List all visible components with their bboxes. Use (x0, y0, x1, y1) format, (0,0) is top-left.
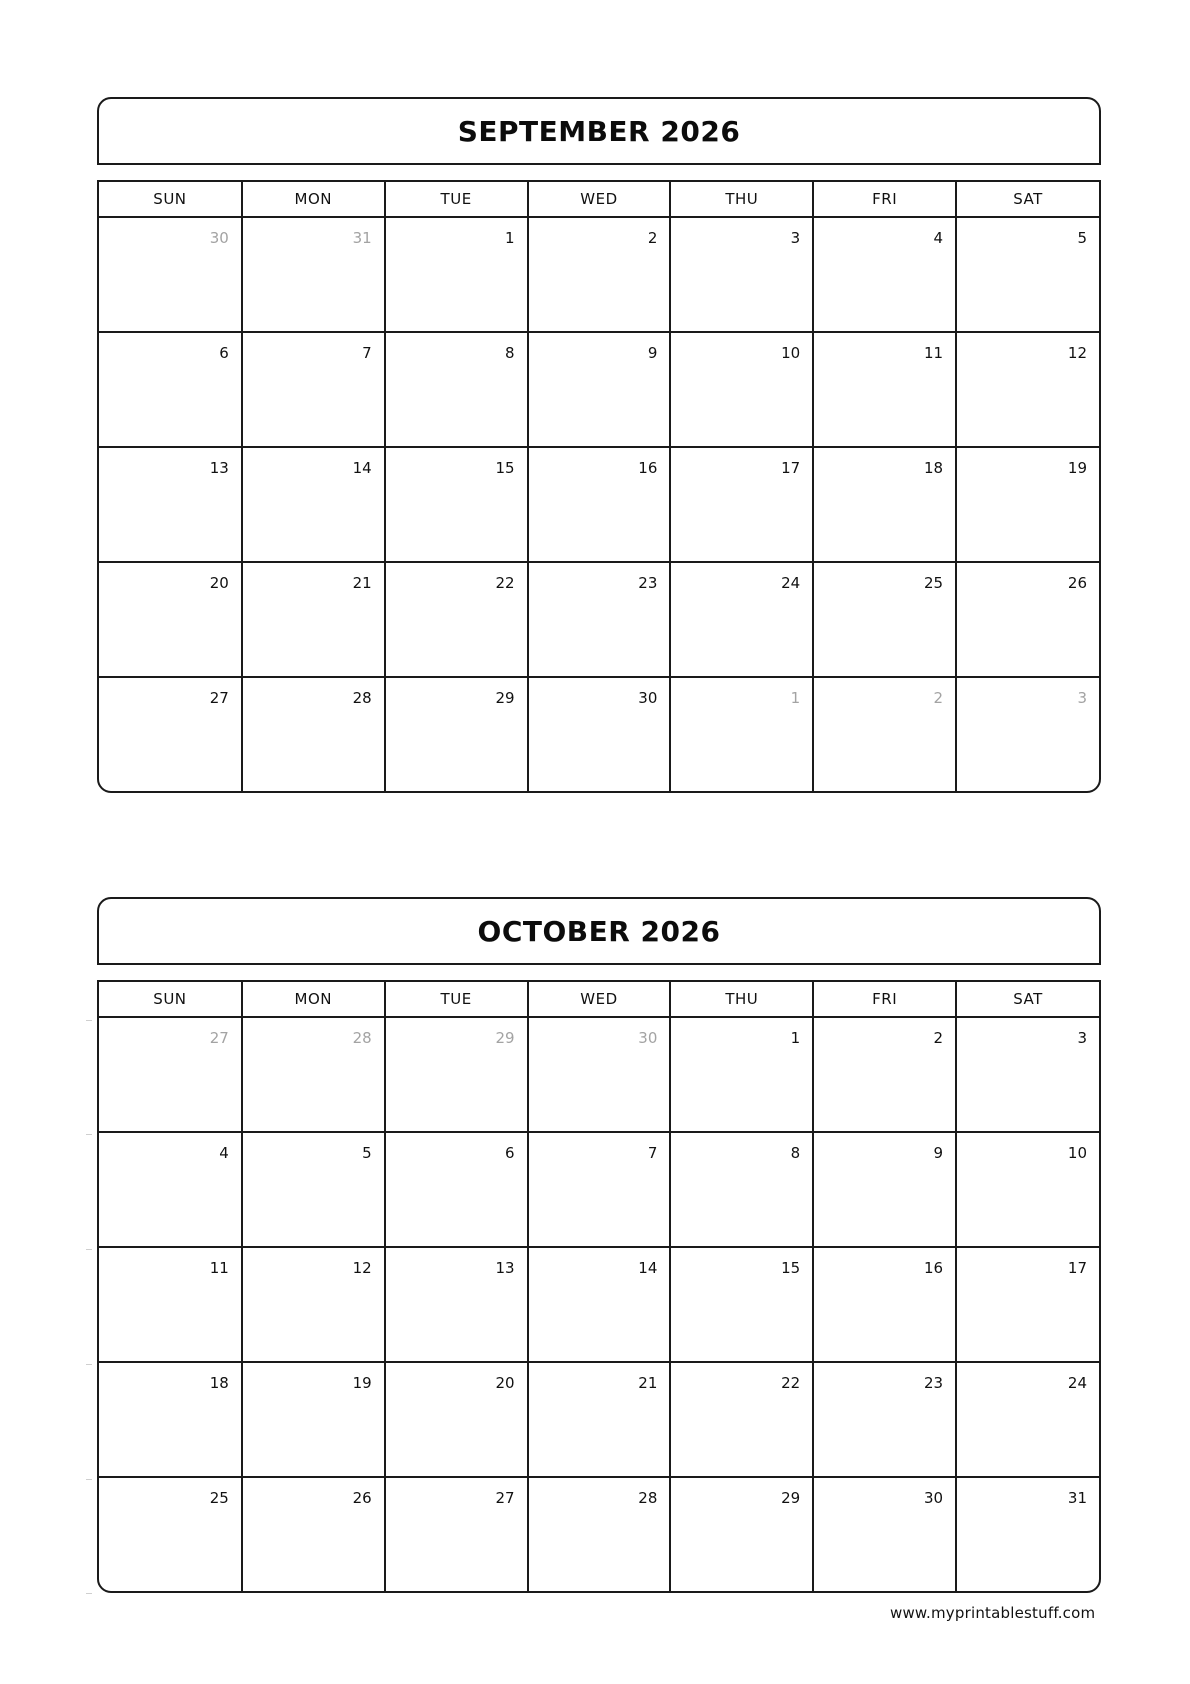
day-cell (528, 332, 671, 447)
day-cell (956, 447, 1099, 562)
margin-tick (86, 1249, 92, 1250)
day-cell (813, 1477, 956, 1591)
weekday-label: WED (528, 982, 671, 1017)
weekday-header-row (99, 182, 1099, 217)
day-number: 19 (1067, 459, 1087, 477)
margin-tick (86, 1364, 92, 1365)
day-cell (385, 217, 528, 332)
day-cell (528, 677, 671, 791)
day-cell (242, 1132, 385, 1247)
day-cell (813, 1132, 956, 1247)
margin-tick (86, 1593, 92, 1594)
day-cell (528, 1247, 671, 1362)
day-cell (956, 332, 1099, 447)
week-row (99, 562, 1099, 677)
week-row (99, 1017, 1099, 1132)
day-number: 27 (495, 1489, 515, 1507)
day-number: 3 (1077, 1029, 1087, 1047)
day-cell (528, 1132, 671, 1247)
day-cell (242, 1477, 385, 1591)
day-number: 29 (495, 1029, 515, 1047)
day-number: 22 (781, 1374, 801, 1392)
week-row (99, 1362, 1099, 1477)
day-number: 18 (923, 459, 944, 477)
day-number: 19 (352, 1374, 372, 1392)
weekday-label: FRI (813, 982, 956, 1017)
day-cell-other-month (242, 1017, 385, 1132)
day-cell (670, 1362, 813, 1477)
day-cell (99, 1247, 242, 1362)
day-cell (813, 447, 956, 562)
day-number: 15 (495, 459, 515, 477)
day-number: 23 (923, 1374, 944, 1392)
week-row (99, 1477, 1099, 1591)
week-row (99, 677, 1099, 791)
day-cell (670, 217, 813, 332)
day-number: 30 (209, 229, 229, 247)
day-cell (528, 447, 671, 562)
day-cell (670, 562, 813, 677)
day-cell (956, 562, 1099, 677)
calendar-september (97, 97, 1101, 793)
day-number: 2 (933, 1029, 944, 1047)
day-number: 25 (209, 1489, 229, 1507)
weekday-label: THU (670, 982, 813, 1017)
day-cell (242, 332, 385, 447)
day-number: 2 (933, 689, 944, 707)
margin-tick (86, 1020, 92, 1021)
weekday-header-row (99, 982, 1099, 1017)
day-number: 27 (209, 1029, 229, 1047)
weekday-label: WED (528, 182, 671, 217)
day-cell-other-month (813, 677, 956, 791)
day-cell (956, 1132, 1099, 1247)
day-number: 30 (923, 1489, 944, 1507)
day-cell (242, 447, 385, 562)
day-number: 24 (1067, 1374, 1087, 1392)
month-grid (97, 980, 1101, 1593)
day-cell (385, 677, 528, 791)
day-cell-other-month (670, 677, 813, 791)
week-row (99, 332, 1099, 447)
month-title: OCTOBER 2026 (477, 914, 721, 948)
day-cell (956, 217, 1099, 332)
day-number: 7 (647, 1144, 658, 1162)
day-cell-other-month (956, 677, 1099, 791)
weekday-label: FRI (813, 182, 956, 217)
day-number: 12 (352, 1259, 372, 1277)
month-header (97, 897, 1101, 965)
day-cell (813, 332, 956, 447)
month-title: SEPTEMBER 2026 (457, 114, 741, 148)
day-number: 29 (495, 689, 515, 707)
day-number: 3 (790, 229, 801, 247)
day-cell-other-month (385, 1017, 528, 1132)
week-row (99, 447, 1099, 562)
day-cell (242, 677, 385, 791)
day-cell (385, 1247, 528, 1362)
week-row (99, 1247, 1099, 1362)
day-cell (528, 217, 671, 332)
day-number: 8 (790, 1144, 801, 1162)
day-number: 10 (1067, 1144, 1087, 1162)
day-number: 17 (1067, 1259, 1087, 1277)
month-header (97, 97, 1101, 165)
day-cell (528, 1362, 671, 1477)
day-cell (670, 332, 813, 447)
day-number: 1 (790, 1029, 801, 1047)
day-cell (956, 1247, 1099, 1362)
day-cell (385, 447, 528, 562)
day-cell (99, 1477, 242, 1591)
day-cell (813, 1362, 956, 1477)
day-number: 30 (638, 1029, 658, 1047)
day-number: 9 (647, 344, 658, 362)
day-number: 11 (209, 1259, 229, 1277)
day-number: 31 (1067, 1489, 1087, 1507)
day-cell (670, 1017, 813, 1132)
day-cell (385, 562, 528, 677)
week-row (99, 217, 1099, 332)
day-number: 29 (781, 1489, 801, 1507)
day-number: 7 (362, 344, 372, 362)
day-number: 14 (352, 459, 372, 477)
day-number: 5 (362, 1144, 372, 1162)
day-cell (528, 562, 671, 677)
day-number: 27 (209, 689, 229, 707)
day-number: 5 (1077, 229, 1087, 247)
day-cell-other-month (242, 217, 385, 332)
day-cell-other-month (528, 1017, 671, 1132)
day-cell (813, 562, 956, 677)
day-number: 6 (219, 344, 229, 362)
day-number: 2 (647, 229, 658, 247)
day-number: 28 (352, 689, 372, 707)
day-number: 10 (781, 344, 801, 362)
day-cell (670, 447, 813, 562)
weekday-label: SAT (956, 182, 1099, 217)
day-cell-other-month (99, 1017, 242, 1132)
day-cell (670, 1132, 813, 1247)
weekday-label: MON (242, 982, 385, 1017)
day-number: 11 (923, 344, 944, 362)
day-cell (242, 1247, 385, 1362)
day-cell (528, 1477, 671, 1591)
day-cell (956, 1477, 1099, 1591)
day-cell (385, 332, 528, 447)
day-cell (670, 1247, 813, 1362)
day-cell (385, 1477, 528, 1591)
day-cell (99, 1362, 242, 1477)
day-number: 18 (209, 1374, 229, 1392)
day-number: 13 (495, 1259, 515, 1277)
day-number: 17 (781, 459, 801, 477)
website-url: www.myprintablestuff.com (890, 1604, 1096, 1622)
day-number: 1 (504, 229, 515, 247)
day-number: 21 (638, 1374, 658, 1392)
day-cell (813, 1247, 956, 1362)
day-number: 31 (352, 229, 372, 247)
day-cell (99, 562, 242, 677)
day-number: 22 (495, 574, 515, 592)
day-cell (99, 447, 242, 562)
weekday-label: TUE (385, 982, 528, 1017)
day-cell (670, 1477, 813, 1591)
day-number: 4 (219, 1144, 229, 1162)
day-number: 8 (504, 344, 515, 362)
day-cell (385, 1132, 528, 1247)
day-number: 23 (638, 574, 658, 592)
day-number: 3 (1077, 689, 1087, 707)
day-cell (956, 1017, 1099, 1132)
day-number: 26 (1067, 574, 1087, 592)
day-cell (99, 332, 242, 447)
day-number: 28 (638, 1489, 658, 1507)
day-number: 14 (638, 1259, 658, 1277)
day-cell (385, 1362, 528, 1477)
month-grid (97, 180, 1101, 793)
weekday-label: TUE (385, 182, 528, 217)
day-cell (813, 217, 956, 332)
margin-tick (86, 1479, 92, 1480)
weekday-label: THU (670, 182, 813, 217)
weekday-label: SUN (99, 982, 242, 1017)
day-cell (242, 1362, 385, 1477)
day-cell (956, 1362, 1099, 1477)
day-number: 21 (352, 574, 372, 592)
calendar-october (97, 897, 1101, 1593)
week-row (99, 1132, 1099, 1247)
day-cell (242, 562, 385, 677)
weekday-label: SUN (99, 182, 242, 217)
day-cell (99, 1132, 242, 1247)
margin-tick (86, 1134, 92, 1135)
day-number: 4 (933, 229, 944, 247)
day-number: 13 (209, 459, 229, 477)
weekday-label: SAT (956, 982, 1099, 1017)
day-number: 1 (790, 689, 801, 707)
day-number: 9 (933, 1144, 944, 1162)
day-cell (813, 1017, 956, 1132)
day-cell (99, 677, 242, 791)
day-number: 28 (352, 1029, 372, 1047)
day-number: 6 (504, 1144, 515, 1162)
day-number: 20 (209, 574, 229, 592)
day-number: 20 (495, 1374, 515, 1392)
day-number: 24 (781, 574, 801, 592)
day-cell-other-month (99, 217, 242, 332)
day-number: 12 (1067, 344, 1087, 362)
day-number: 26 (352, 1489, 372, 1507)
day-number: 16 (638, 459, 658, 477)
day-number: 25 (923, 574, 944, 592)
weekday-label: MON (242, 182, 385, 217)
day-number: 15 (781, 1259, 801, 1277)
day-number: 30 (638, 689, 658, 707)
day-number: 16 (923, 1259, 944, 1277)
